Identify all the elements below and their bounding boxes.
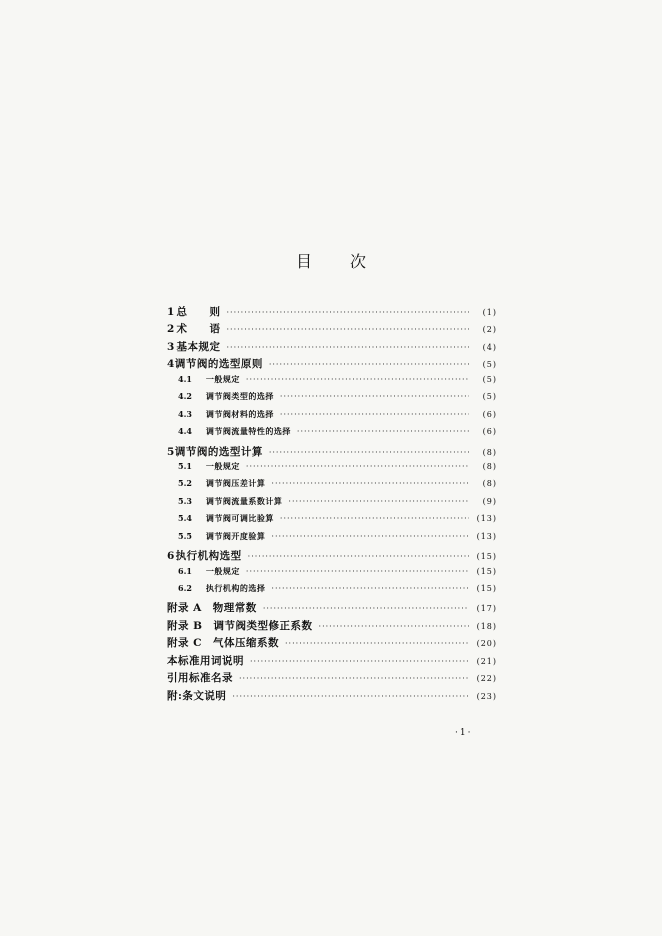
toc-leader-dots: [285, 639, 469, 648]
toc-entry-label: 附录 B 调节阀类型修正系数: [167, 619, 313, 632]
toc-leader-dots: [280, 410, 469, 419]
toc-entry-number: 6.2: [178, 583, 192, 593]
toc-entry[interactable]: [167, 461, 497, 478]
toc-leader-dots: [269, 360, 469, 369]
toc-leader-dots: [248, 552, 469, 561]
toc-leader-dots: [297, 427, 469, 436]
toc-entry-number: 4.4: [178, 426, 192, 437]
toc-entry-number: 4: [167, 358, 175, 371]
toc-entry-label: 调节阀类型的选择: [205, 391, 274, 402]
toc-entry-number: 2: [167, 323, 175, 336]
toc-entry[interactable]: [167, 566, 497, 583]
toc-entry[interactable]: [167, 304, 497, 321]
toc-entry-label: 本标准用词说明: [167, 654, 244, 667]
toc-entry-label: 附:条文说明: [167, 689, 227, 702]
toc-leader-dots: [226, 325, 469, 334]
toc-leader-dots: [250, 657, 469, 666]
table-of-contents: [167, 304, 497, 705]
toc-entry-page: (1): [482, 308, 497, 317]
toc-entry-label: 调节阀材料的选择: [205, 408, 274, 419]
toc-entry-number: 5.5: [178, 530, 192, 541]
page-number: ·1·: [455, 728, 473, 738]
toc-leader-dots: [319, 622, 469, 631]
toc-leader-dots: [246, 462, 469, 471]
toc-entry-page: (9): [482, 496, 497, 506]
toc-leader-dots: [226, 343, 469, 352]
toc-entry[interactable]: [167, 653, 497, 670]
toc-entry-page: (6): [482, 409, 497, 419]
toc-entry-number: 4.3: [178, 408, 192, 419]
toc-entry-label: 调节阀可调比验算: [205, 513, 274, 524]
toc-entry-number: 5.1: [178, 460, 192, 471]
toc-entry-page: (20): [476, 639, 497, 649]
toc-entry[interactable]: [167, 321, 497, 338]
toc-entry-page: (13): [476, 514, 497, 524]
toc-leader-dots: [288, 497, 469, 506]
toc-entry[interactable]: [167, 496, 497, 513]
toc-entry[interactable]: [167, 670, 497, 687]
toc-entry-label: 调节阀流量系数计算: [205, 495, 283, 506]
toc-leader-dots: [269, 448, 469, 457]
toc-entry-number: 5.4: [178, 513, 192, 524]
toc-entry[interactable]: [167, 426, 497, 443]
toc-entry-label: 一般规定: [205, 460, 240, 471]
toc-entry-label: 术 语: [176, 323, 221, 336]
toc-entry-page: (8): [482, 461, 497, 471]
page-title-part2: 次: [350, 252, 367, 271]
toc-entry-page: (4): [482, 342, 497, 352]
toc-entry-label: 调节阀的选型计算: [174, 445, 263, 458]
toc-entry-page: (15): [476, 584, 497, 593]
toc-entry-number: 5.2: [178, 478, 192, 489]
toc-entry-label: 基本规定: [176, 340, 221, 353]
toc-entry-label: 执行机构选型: [175, 550, 242, 563]
toc-entry-page: (22): [476, 674, 497, 684]
toc-entry-page: (2): [482, 325, 497, 335]
toc-entry-label: 执行机构的选择: [205, 583, 266, 593]
toc-entry[interactable]: [167, 513, 497, 530]
toc-entry-page: (21): [476, 656, 497, 666]
toc-entry-label: 一般规定: [205, 373, 240, 384]
toc-entry-page: (5): [482, 360, 497, 370]
toc-entry-number: 4.1: [178, 373, 192, 384]
toc-entry-page: (5): [482, 374, 497, 384]
toc-leader-dots: [271, 532, 469, 541]
toc-entry-page: (15): [476, 552, 497, 562]
page-title-part1: 目: [295, 252, 312, 271]
toc-leader-dots: [226, 308, 469, 317]
toc-entry[interactable]: [167, 531, 497, 548]
toc-entry-page: (15): [476, 566, 497, 576]
toc-entry[interactable]: [167, 391, 497, 408]
toc-leader-dots: [271, 584, 469, 593]
toc-entry-label: 一般规定: [205, 565, 240, 576]
toc-entry-page: (8): [482, 447, 497, 457]
toc-entry[interactable]: [167, 548, 497, 565]
toc-leader-dots: [263, 604, 469, 613]
toc-entry[interactable]: [167, 444, 497, 461]
toc-entry[interactable]: [167, 478, 497, 495]
toc-entry-number: 1: [167, 306, 175, 318]
toc-entry-label: 调节阀开度验算: [205, 530, 266, 541]
toc-entry-page: (8): [482, 479, 497, 489]
page-title: [0, 249, 662, 272]
toc-entry-page: (6): [482, 427, 497, 437]
toc-entry[interactable]: [167, 600, 497, 617]
toc-entry-page: (5): [482, 392, 497, 402]
toc-entry-page: (18): [476, 621, 497, 631]
toc-entry-number: 6.1: [178, 565, 192, 576]
toc-entry-number: 5: [167, 445, 175, 458]
toc-entry-page: (13): [476, 531, 497, 541]
toc-leader-dots: [246, 567, 469, 576]
toc-entry-label: 附录 A 物理常数: [167, 602, 257, 615]
toc-entry-label: 调节阀的选型原则: [174, 358, 263, 371]
toc-leader-dots: [239, 674, 469, 683]
toc-leader-dots: [246, 375, 469, 384]
toc-entry-label: 附录 C 气体压缩系数: [167, 637, 280, 650]
toc-entry[interactable]: [167, 409, 497, 426]
toc-entry[interactable]: [167, 688, 497, 705]
toc-entry-number: 6: [167, 550, 175, 563]
toc-entry-label: 调节阀流量特性的选择: [205, 426, 291, 437]
toc-entry-label: 调节阀压差计算: [205, 478, 266, 489]
toc-leader-dots: [280, 514, 469, 523]
toc-entry[interactable]: [167, 374, 497, 391]
toc-entry[interactable]: [167, 635, 497, 652]
toc-leader-dots: [271, 479, 469, 488]
toc-entry-number: 3: [167, 340, 175, 353]
toc-entry-page: (17): [476, 604, 497, 614]
toc-entry-number: 4.2: [178, 391, 192, 402]
toc-entry[interactable]: [167, 618, 497, 635]
toc-leader-dots: [280, 392, 469, 401]
toc-entry[interactable]: [167, 356, 497, 373]
toc-entry-page: (23): [476, 691, 497, 701]
toc-entry-label: 引用标准名录: [167, 672, 233, 685]
toc-entry[interactable]: [167, 339, 497, 356]
toc-leader-dots: [232, 692, 469, 701]
toc-entry-number: 5.3: [178, 495, 192, 506]
toc-entry[interactable]: [167, 583, 497, 600]
toc-entry-label: 总 则: [176, 306, 221, 318]
